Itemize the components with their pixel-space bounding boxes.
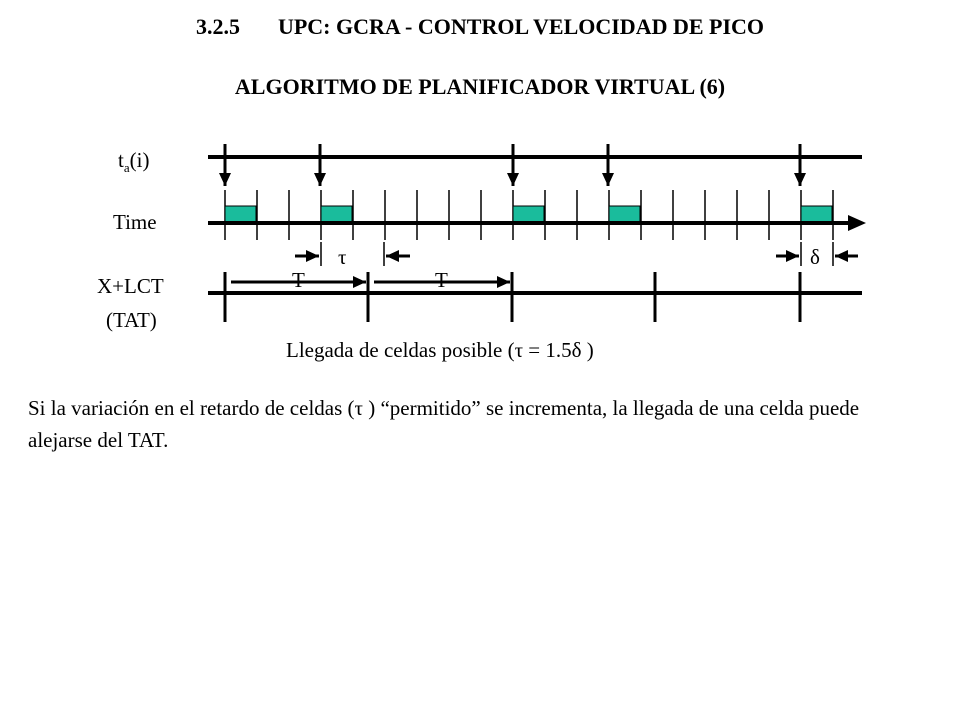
tau-arrow-right-head — [306, 250, 319, 262]
cell-5 — [801, 206, 832, 222]
title-text: UPC: GCRA - CONTROL VELOCIDAD DE PICO — [277, 14, 765, 39]
arrival-arrow-5-head — [794, 173, 806, 186]
tau-label: τ — [338, 245, 347, 269]
cell-1 — [225, 206, 256, 222]
tat-row-label-line1: X+LCT — [97, 274, 164, 298]
period-label-2: T — [435, 268, 448, 292]
tau-arrow-left-head — [386, 250, 399, 262]
arrival-arrow-1-head — [219, 173, 231, 186]
arrival-arrow-4-head — [602, 173, 614, 186]
period-arrow-2-head — [497, 276, 510, 288]
tat-row-label-line2: (TAT) — [106, 308, 157, 332]
delta-arrow-right-head — [786, 250, 799, 262]
explanation-paragraph: Si la variación en el retardo de celdas (τ ) “permitido” se incrementa, la llegada de una celda puede alejarse del TAT. — [28, 396, 860, 452]
delta-arrow-left-head — [835, 250, 848, 262]
delta-label: δ — [810, 245, 820, 269]
section-number: 3.2.5 — [195, 14, 240, 39]
time-row-label: Time — [113, 210, 157, 234]
cell-2 — [321, 206, 352, 222]
diagram-caption: Llegada de celdas posible (τ = 1.5δ ) — [286, 338, 594, 362]
arrival-arrow-3-head — [507, 173, 519, 186]
period-arrow-1-head — [353, 276, 366, 288]
arrivals-row-label: $t_a(i)$ — [118, 148, 150, 176]
arrival-arrow-2-head — [314, 173, 326, 186]
page-subtitle: ALGORITMO DE PLANIFICADOR VIRTUAL (6) — [234, 74, 726, 99]
cell-3 — [513, 206, 544, 222]
period-label-1: T — [292, 268, 305, 292]
cell-4 — [609, 206, 640, 222]
time-axis-arrowhead — [848, 215, 866, 231]
